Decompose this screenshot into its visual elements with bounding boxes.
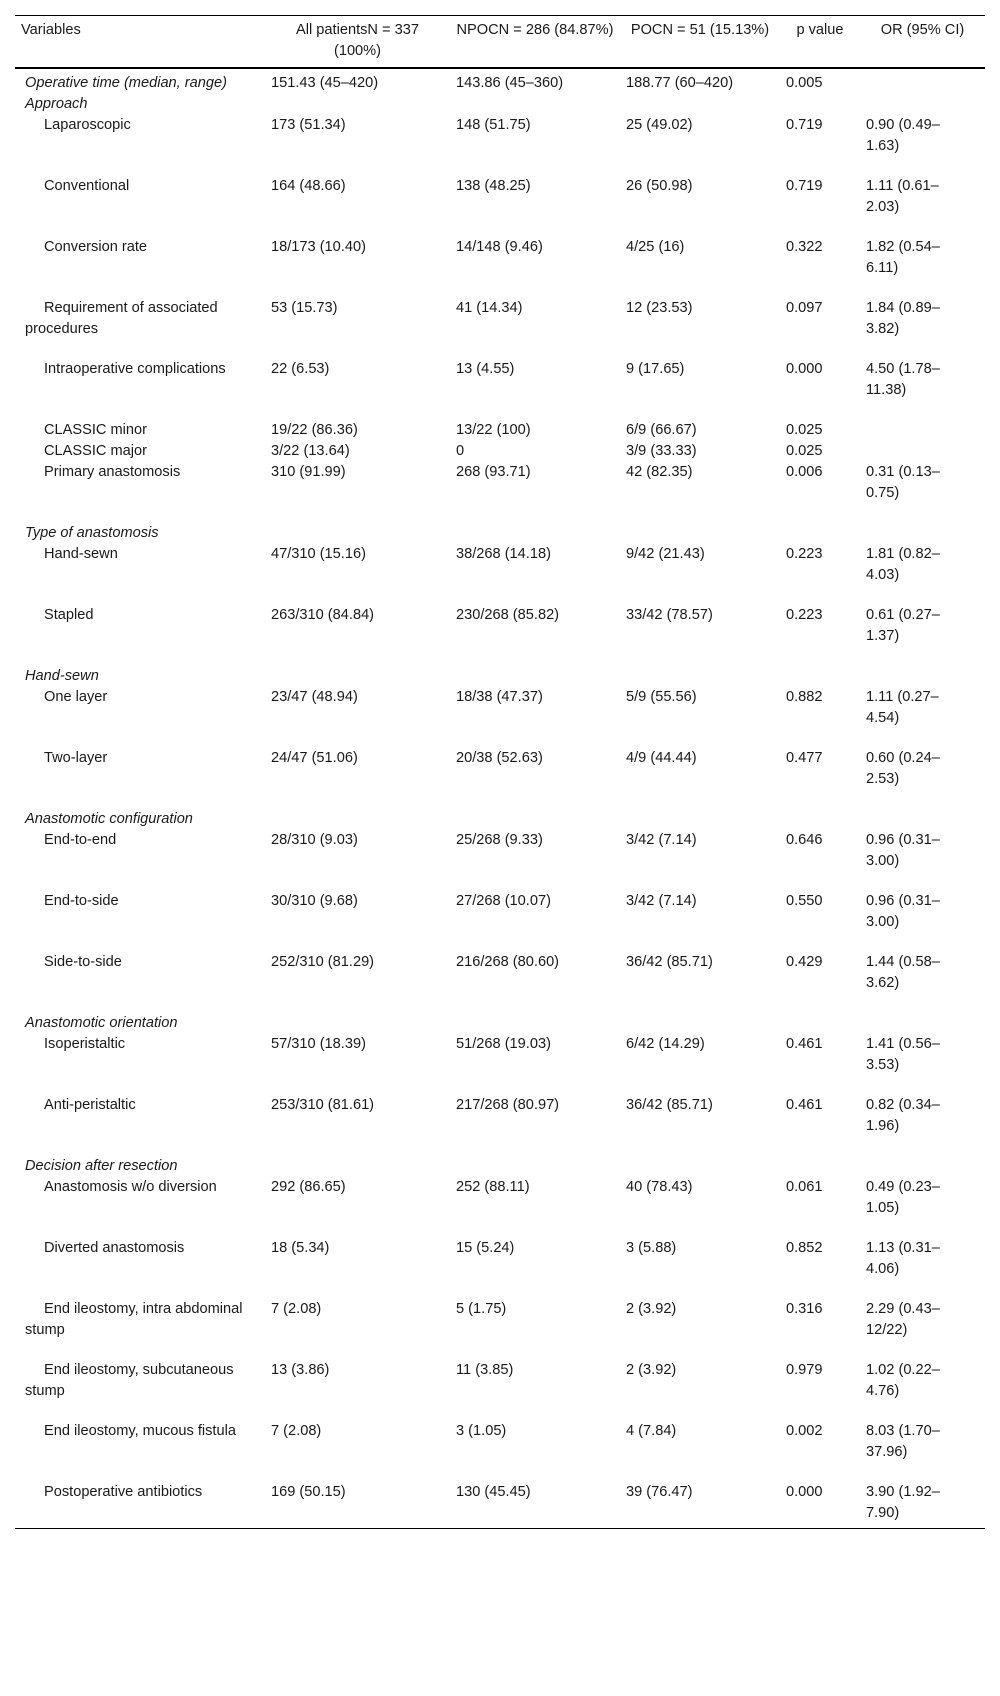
table-row xyxy=(15,462,985,523)
cell-p-value: 0.006 xyxy=(786,464,823,480)
row-label: Side-to-side xyxy=(44,954,122,970)
row-label: CLASSIC major xyxy=(44,443,147,459)
cell-p-value: 0.461 xyxy=(786,1036,823,1052)
cell-poc: 2 (3.92) xyxy=(626,1362,677,1378)
row-label: Postoperative antibiotics xyxy=(44,1484,203,1500)
table-row xyxy=(15,544,985,605)
table-row xyxy=(15,1482,985,1529)
cell-poc: 12 (23.53) xyxy=(626,300,693,316)
results-table-container xyxy=(15,15,985,1529)
row-label: Intraoperative complications xyxy=(44,361,226,377)
table-row xyxy=(15,1034,985,1095)
cell-odds-ratio: 1.02 (0.22–4.76) xyxy=(866,1362,940,1399)
cell-poc: 9 (17.65) xyxy=(626,361,685,377)
cell-all-patients: 30/310 (9.68) xyxy=(271,893,358,909)
cell-all-patients: 3/22 (13.64) xyxy=(271,443,350,459)
row-label: Stapled xyxy=(44,607,94,623)
cell-odds-ratio: 1.41 (0.56–3.53) xyxy=(866,1036,940,1073)
row-label: Diverted anastomosis xyxy=(44,1240,185,1256)
cell-npoc: 20/38 (52.63) xyxy=(456,750,543,766)
cell-poc: 40 (78.43) xyxy=(626,1179,693,1195)
cell-poc: 188.77 (60–420) xyxy=(626,75,734,91)
cell-odds-ratio xyxy=(860,441,985,462)
cell-p-value: 0.025 xyxy=(786,422,823,438)
table-row xyxy=(15,1177,985,1238)
cell-npoc: 5 (1.75) xyxy=(456,1301,507,1317)
cell-odds-ratio: 0.82 (0.34–1.96) xyxy=(866,1097,940,1134)
cell-npoc: 0 xyxy=(456,443,465,459)
table-row xyxy=(15,115,985,176)
table-header xyxy=(15,16,985,69)
cell-poc: 26 (50.98) xyxy=(626,178,693,194)
table-row xyxy=(15,891,985,952)
cell-odds-ratio: 0.96 (0.31–3.00) xyxy=(866,832,940,869)
cell-p-value: 0.550 xyxy=(786,893,823,909)
cell-npoc: 3 (1.05) xyxy=(456,1423,507,1439)
cell-odds-ratio: 0.49 (0.23–1.05) xyxy=(866,1179,940,1216)
header-variables: Variables xyxy=(21,22,81,38)
category-label: Approach xyxy=(25,96,88,112)
cell-poc: 3/42 (7.14) xyxy=(626,832,697,848)
cell-poc: 3/9 (33.33) xyxy=(626,443,697,459)
table-row xyxy=(15,359,985,420)
cell-p-value: 0.097 xyxy=(786,300,823,316)
table-row xyxy=(15,1095,985,1156)
cell-all-patients: 23/47 (48.94) xyxy=(271,689,358,705)
cell-npoc: 38/268 (14.18) xyxy=(456,546,551,562)
cell-npoc: 252 (88.11) xyxy=(456,1179,530,1195)
header-poc: POCN = 51 (15.13%) xyxy=(630,22,770,38)
row-label: End ileostomy, subcutaneous stump xyxy=(25,1362,234,1399)
cell-npoc: 25/268 (9.33) xyxy=(456,832,543,848)
cell-all-patients: 292 (86.65) xyxy=(271,1179,346,1195)
cell-all-patients: 19/22 (86.36) xyxy=(271,422,358,438)
cell-all-patients: 173 (51.34) xyxy=(271,117,346,133)
header-all-patients: All patientsN = 337 (100%) xyxy=(296,22,419,59)
cell-all-patients: 24/47 (51.06) xyxy=(271,750,358,766)
cell-all-patients: 57/310 (18.39) xyxy=(271,1036,366,1052)
cell-poc: 2 (3.92) xyxy=(626,1301,677,1317)
cell-odds-ratio: 1.81 (0.82–4.03) xyxy=(866,546,940,583)
cell-p-value: 0.719 xyxy=(786,178,823,194)
cell-p-value: 0.461 xyxy=(786,1097,823,1113)
cell-npoc: 13 (4.55) xyxy=(456,361,515,377)
cell-poc: 6/42 (14.29) xyxy=(626,1036,705,1052)
cell-p-value: 0.646 xyxy=(786,832,823,848)
cell-p-value: 0.719 xyxy=(786,117,823,133)
cell-npoc: 27/268 (10.07) xyxy=(456,893,551,909)
cell-odds-ratio: 1.82 (0.54–6.11) xyxy=(866,239,940,276)
cell-all-patients: 169 (50.15) xyxy=(271,1484,346,1500)
cell-poc: 36/42 (85.71) xyxy=(626,1097,713,1113)
row-label: Anti-peristaltic xyxy=(44,1097,136,1113)
cell-p-value: 0.000 xyxy=(786,1484,823,1500)
cell-npoc: 143.86 (45–360) xyxy=(456,75,564,91)
cell-all-patients: 28/310 (9.03) xyxy=(271,832,358,848)
cell-odds-ratio: 1.13 (0.31–4.06) xyxy=(866,1240,940,1277)
cell-poc: 4/25 (16) xyxy=(626,239,685,255)
cell-poc: 39 (76.47) xyxy=(626,1484,693,1500)
cell-npoc: 11 (3.85) xyxy=(456,1362,514,1378)
header-odds-ratio: OR (95% CI) xyxy=(880,22,965,38)
cell-odds-ratio: 0.61 (0.27–1.37) xyxy=(866,607,940,644)
cell-all-patients: 253/310 (81.61) xyxy=(271,1097,375,1113)
cell-p-value: 0.477 xyxy=(786,750,823,766)
cell-p-value: 0.025 xyxy=(786,443,823,459)
cell-poc: 3/42 (7.14) xyxy=(626,893,697,909)
cell-npoc: 138 (48.25) xyxy=(456,178,531,194)
header-row xyxy=(15,16,985,69)
row-label: Conversion rate xyxy=(44,239,148,255)
cell-all-patients: 263/310 (84.84) xyxy=(271,607,375,623)
table-row xyxy=(15,1421,985,1482)
category-label: Type of anastomosis xyxy=(25,525,159,541)
cell-p-value: 0.322 xyxy=(786,239,823,255)
row-label: End-to-end xyxy=(44,832,117,848)
cell-all-patients: 22 (6.53) xyxy=(271,361,330,377)
cell-odds-ratio: 2.29 (0.43–12/22) xyxy=(866,1301,940,1338)
row-label: Isoperistaltic xyxy=(44,1036,126,1052)
row-label: End ileostomy, intra abdominal stump xyxy=(25,1301,243,1338)
category-row xyxy=(15,94,985,115)
row-label: Hand-sewn xyxy=(44,546,118,562)
cell-npoc: 15 (5.24) xyxy=(456,1240,515,1256)
results-table xyxy=(15,15,985,1529)
category-row xyxy=(15,1156,985,1177)
cell-odds-ratio: 1.84 (0.89–3.82) xyxy=(866,300,940,337)
cell-npoc: 217/268 (80.97) xyxy=(456,1097,560,1113)
cell-p-value: 0.061 xyxy=(786,1179,823,1195)
cell-p-value: 0.429 xyxy=(786,954,823,970)
table-row xyxy=(15,952,985,1013)
table-row xyxy=(15,1299,985,1360)
row-label: Conventional xyxy=(44,178,130,194)
category-label: Decision after resection xyxy=(25,1158,178,1174)
cell-all-patients: 18 (5.34) xyxy=(271,1240,330,1256)
cell-npoc: 148 (51.75) xyxy=(456,117,531,133)
table-row xyxy=(15,176,985,237)
cell-p-value: 0.223 xyxy=(786,607,823,623)
cell-all-patients: 7 (2.08) xyxy=(271,1301,322,1317)
cell-npoc: 18/38 (47.37) xyxy=(456,689,543,705)
cell-all-patients: 18/173 (10.40) xyxy=(271,239,366,255)
table-row xyxy=(15,687,985,748)
category-label: Anastomotic orientation xyxy=(25,1015,178,1031)
cell-odds-ratio: 1.44 (0.58–3.62) xyxy=(866,954,940,991)
cell-p-value: 0.002 xyxy=(786,1423,823,1439)
cell-poc: 5/9 (55.56) xyxy=(626,689,697,705)
cell-odds-ratio: 0.90 (0.49–1.63) xyxy=(866,117,940,154)
cell-poc: 33/42 (78.57) xyxy=(626,607,713,623)
cell-p-value: 0.882 xyxy=(786,689,823,705)
cell-p-value: 0.852 xyxy=(786,1240,823,1256)
category-label: Anastomotic configuration xyxy=(25,811,193,827)
cell-all-patients: 7 (2.08) xyxy=(271,1423,322,1439)
cell-poc: 25 (49.02) xyxy=(626,117,693,133)
row-label: CLASSIC minor xyxy=(44,422,147,438)
cell-odds-ratio: 4.50 (1.78–11.38) xyxy=(866,361,940,398)
row-label: Laparoscopic xyxy=(44,117,131,133)
row-label: Requirement of associated procedures xyxy=(25,300,218,337)
cell-odds-ratio: 1.11 (0.61–2.03) xyxy=(866,178,939,215)
cell-p-value: 0.005 xyxy=(786,75,823,91)
cell-poc: 3 (5.88) xyxy=(626,1240,677,1256)
cell-npoc: 41 (14.34) xyxy=(456,300,523,316)
table-row xyxy=(15,420,985,441)
category-label: Hand-sewn xyxy=(25,668,99,684)
cell-poc: 42 (82.35) xyxy=(626,464,693,480)
category-row xyxy=(15,809,985,830)
cell-npoc: 13/22 (100) xyxy=(456,422,531,438)
table-row xyxy=(15,1360,985,1421)
table-row xyxy=(15,68,985,94)
cell-p-value: 0.000 xyxy=(786,361,823,377)
row-label: Operative time (median, range) xyxy=(25,75,227,91)
cell-all-patients: 252/310 (81.29) xyxy=(271,954,375,970)
header-p-value: p value xyxy=(796,22,844,38)
table-row xyxy=(15,605,985,666)
row-label: End-to-side xyxy=(44,893,119,909)
cell-all-patients: 164 (48.66) xyxy=(271,178,346,194)
table-row xyxy=(15,237,985,298)
row-label: Two-layer xyxy=(44,750,108,766)
category-row xyxy=(15,1013,985,1034)
table-row xyxy=(15,748,985,809)
cell-npoc: 14/148 (9.46) xyxy=(456,239,543,255)
cell-odds-ratio: 0.31 (0.13–0.75) xyxy=(866,464,940,501)
category-row xyxy=(15,666,985,687)
category-row xyxy=(15,523,985,544)
table-row xyxy=(15,830,985,891)
cell-npoc: 216/268 (80.60) xyxy=(456,954,560,970)
cell-odds-ratio xyxy=(860,420,985,441)
table-row xyxy=(15,1238,985,1299)
cell-poc: 36/42 (85.71) xyxy=(626,954,713,970)
row-label: Primary anastomosis xyxy=(44,464,181,480)
cell-odds-ratio: 0.96 (0.31–3.00) xyxy=(866,893,940,930)
row-label: One layer xyxy=(44,689,108,705)
cell-all-patients: 310 (91.99) xyxy=(271,464,346,480)
cell-all-patients: 13 (3.86) xyxy=(271,1362,330,1378)
cell-odds-ratio: 1.11 (0.27–4.54) xyxy=(866,689,939,726)
cell-all-patients: 47/310 (15.16) xyxy=(271,546,366,562)
cell-poc: 6/9 (66.67) xyxy=(626,422,697,438)
cell-odds-ratio xyxy=(860,68,985,94)
cell-npoc: 51/268 (19.03) xyxy=(456,1036,551,1052)
cell-p-value: 0.223 xyxy=(786,546,823,562)
cell-poc: 4/9 (44.44) xyxy=(626,750,697,766)
cell-odds-ratio: 8.03 (1.70–37.96) xyxy=(866,1423,940,1460)
cell-all-patients: 151.43 (45–420) xyxy=(271,75,379,91)
cell-p-value: 0.979 xyxy=(786,1362,823,1378)
row-label: Anastomosis w/o diversion xyxy=(44,1179,217,1195)
cell-all-patients: 53 (15.73) xyxy=(271,300,338,316)
cell-npoc: 268 (93.71) xyxy=(456,464,531,480)
table-row xyxy=(15,298,985,359)
cell-odds-ratio: 0.60 (0.24–2.53) xyxy=(866,750,940,787)
cell-odds-ratio: 3.90 (1.92–7.90) xyxy=(866,1484,940,1521)
cell-npoc: 130 (45.45) xyxy=(456,1484,531,1500)
header-npoc: NPOCN = 286 (84.87%) xyxy=(456,22,614,38)
cell-p-value: 0.316 xyxy=(786,1301,823,1317)
row-label: End ileostomy, mucous fistula xyxy=(44,1423,236,1439)
cell-poc: 4 (7.84) xyxy=(626,1423,677,1439)
cell-npoc: 230/268 (85.82) xyxy=(456,607,560,623)
cell-poc: 9/42 (21.43) xyxy=(626,546,705,562)
table-row xyxy=(15,441,985,462)
table-body xyxy=(15,68,985,1529)
